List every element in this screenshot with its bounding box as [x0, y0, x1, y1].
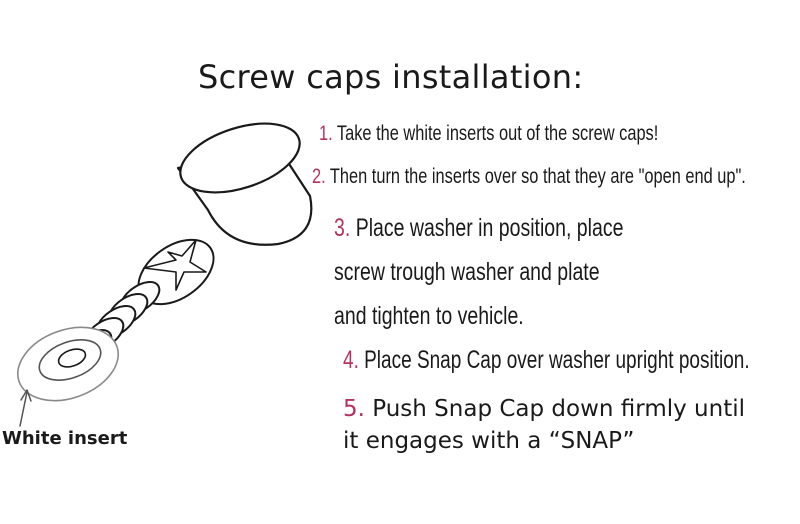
step-number: 3.: [334, 214, 351, 242]
step-3: [334, 214, 623, 243]
step-2: [312, 165, 746, 189]
step-5: [343, 396, 745, 422]
step-number: 1.: [319, 122, 333, 145]
step-3-line-3: and tighten to vehicle.: [334, 302, 524, 330]
step-1: [319, 122, 658, 146]
step-3-line-2: screw trough washer and plate: [334, 258, 600, 286]
step-text: Place washer in position, place: [350, 214, 624, 242]
step-5-line-2: it engages with a “SNAP”: [343, 428, 635, 454]
step-text: Then turn the inserts over so that they are "open end up".: [325, 165, 746, 188]
step-text: Place Snap Cap over washer upright position.: [358, 346, 750, 374]
step-text: Push Snap Cap down firmly until: [364, 396, 746, 422]
step-4: [343, 346, 750, 375]
snap-cap-drawing: [172, 110, 312, 244]
step-number: 4.: [343, 346, 359, 374]
page-title: Screw caps installation:: [198, 58, 584, 96]
white-insert-arrow: [20, 390, 31, 426]
step-text: Take the white inserts out of the screw caps!: [332, 122, 659, 145]
white-insert-label: White insert: [2, 428, 128, 449]
step-number: 5.: [343, 396, 365, 422]
step-number: 2.: [312, 165, 326, 188]
